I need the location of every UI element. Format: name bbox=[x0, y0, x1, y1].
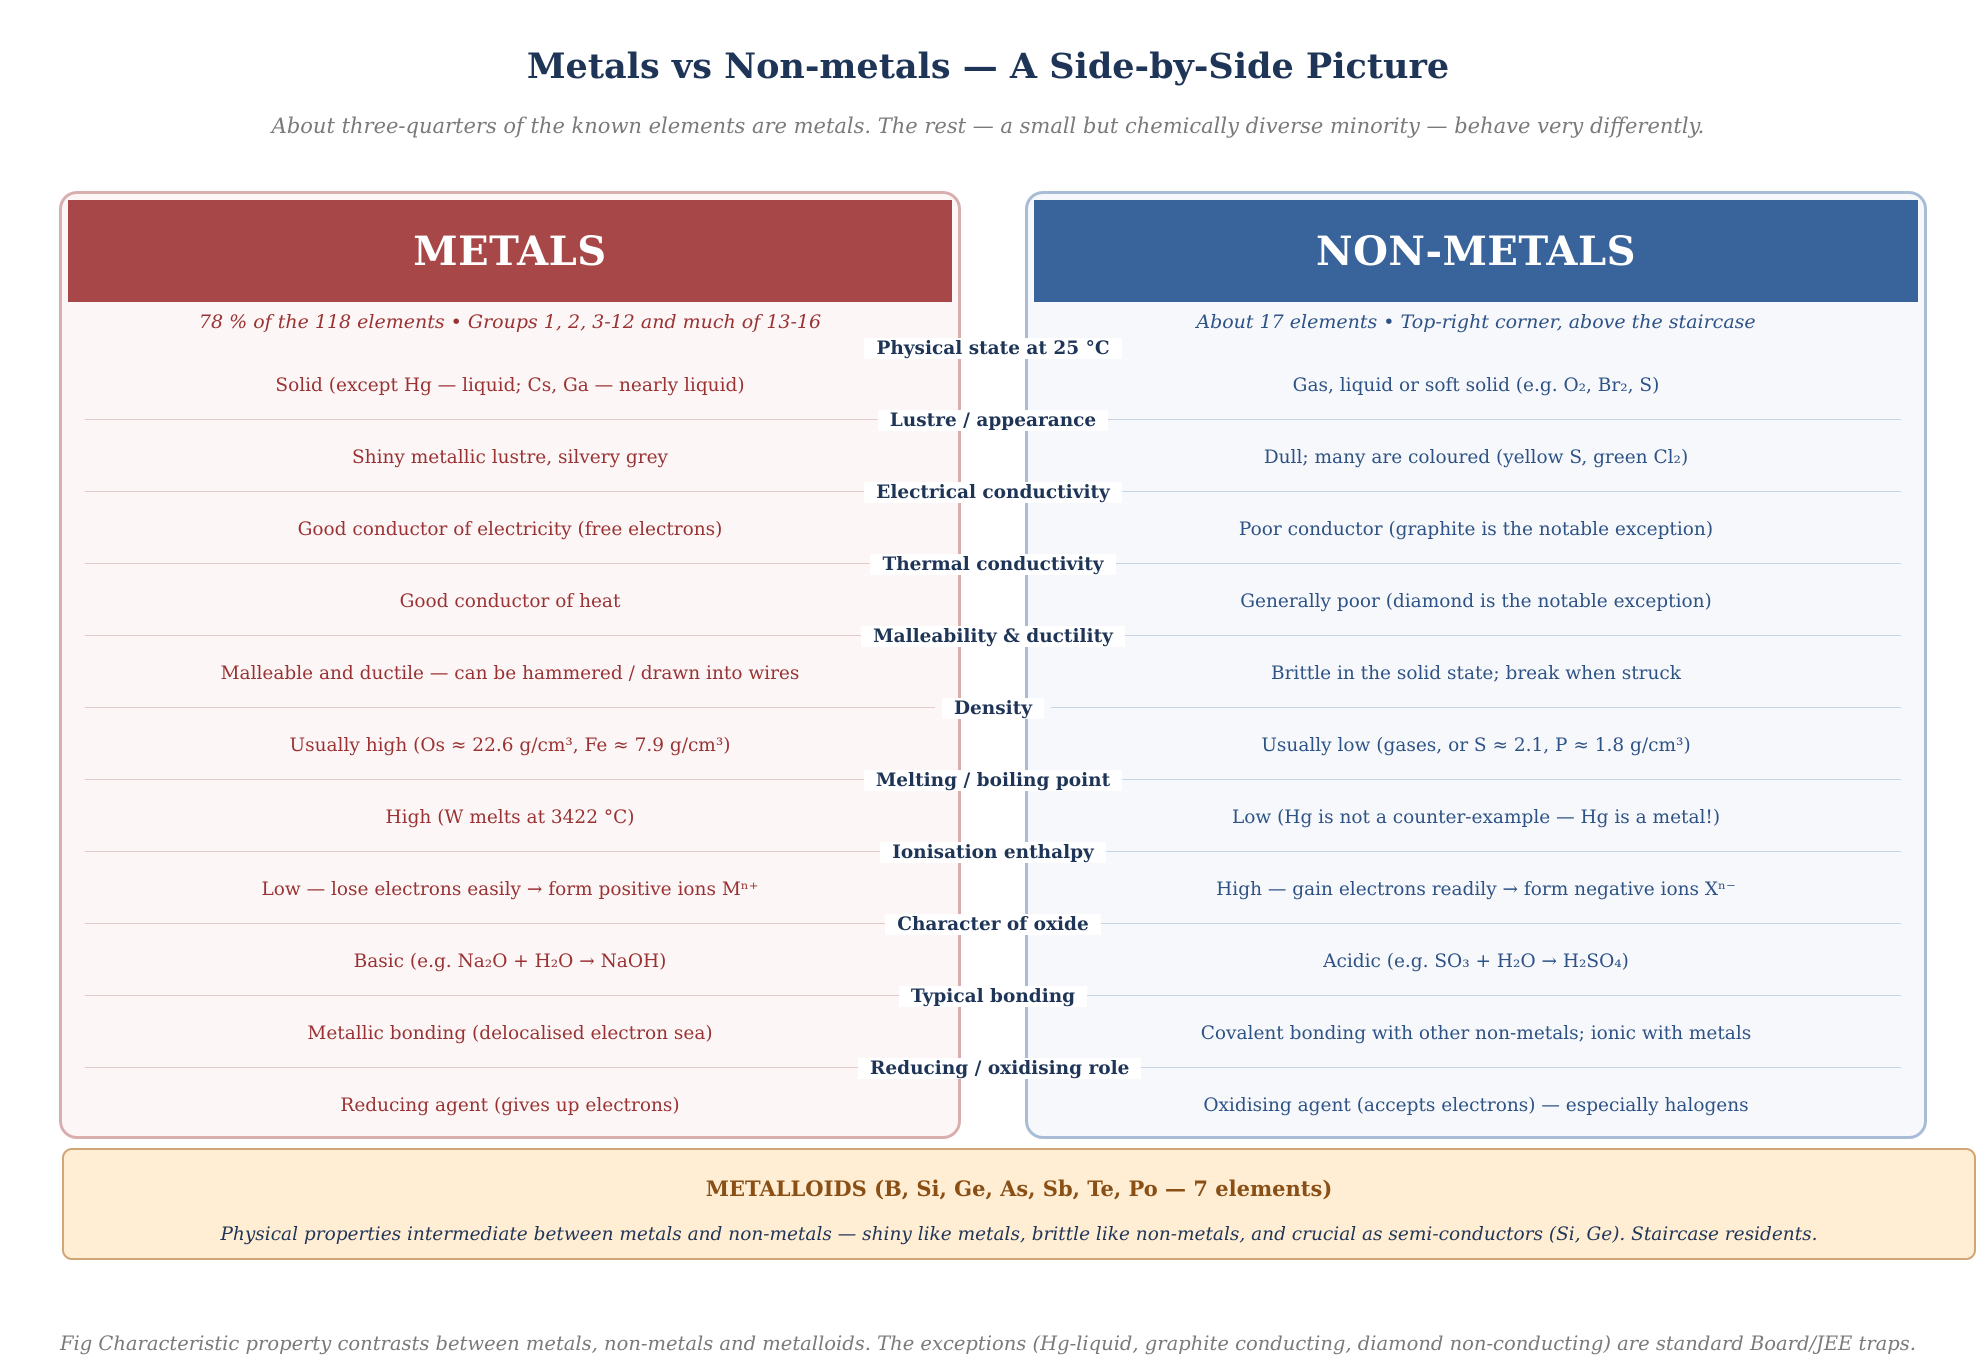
property-label bbox=[858, 338, 1128, 359]
property-label bbox=[858, 770, 1128, 791]
diagram-subtitle: About three-quarters of the known elements are metals. The rest — a small but chemically diverse minority — behave very differently. bbox=[271, 114, 1705, 138]
property-label bbox=[858, 698, 1128, 719]
property-label bbox=[858, 482, 1128, 503]
metalloids-title: METALLOIDS (B, Si, Ge, As, Sb, Te, Po — 7 elements) bbox=[705, 1176, 1333, 1201]
row-divider bbox=[1051, 419, 1901, 420]
metals-cell: Malleable and ductile — can be hammered / drawn into wires bbox=[220, 663, 800, 684]
diagram-title: Metals vs Non-metals — A Side-by-Side Picture bbox=[526, 46, 1450, 87]
row-divider bbox=[1051, 491, 1901, 492]
metals-cell: Shiny metallic lustre, silvery grey bbox=[352, 447, 668, 468]
row-divider bbox=[85, 707, 935, 708]
metals-cell: Metallic bonding (delocalised electron sea) bbox=[307, 1023, 713, 1044]
property-label bbox=[858, 842, 1128, 863]
nonmetals-cell: Oxidising agent (accepts electrons) — especially halogens bbox=[1203, 1095, 1749, 1116]
metals-cell: Usually high (Os ≈ 22.6 g/cm³, Fe ≈ 7.9 g/cm³) bbox=[289, 735, 731, 756]
metals-cell: Reducing agent (gives up electrons) bbox=[340, 1095, 680, 1116]
row-divider bbox=[1051, 923, 1901, 924]
metals-cell: Low — lose electrons easily → form positive ions Mⁿ⁺ bbox=[261, 879, 759, 900]
property-label bbox=[858, 410, 1128, 431]
nonmetals-cell: Acidic (e.g. SO₃ + H₂O → H₂SO₄) bbox=[1323, 951, 1629, 972]
property-label-text: Thermal conductivity bbox=[870, 554, 1115, 575]
row-divider bbox=[85, 779, 935, 780]
row-divider bbox=[1051, 851, 1901, 852]
row-divider bbox=[1051, 1067, 1901, 1068]
row-divider bbox=[85, 635, 935, 636]
row-divider bbox=[1051, 563, 1901, 564]
metalloids-box bbox=[62, 1148, 1976, 1260]
metals-tagline: 78 % of the 118 elements • Groups 1, 2, 3-12 and much of 13-16 bbox=[198, 311, 822, 333]
property-label bbox=[858, 554, 1128, 575]
nonmetals-cell: Generally poor (diamond is the notable exception) bbox=[1240, 591, 1712, 612]
nonmetals-cell: Covalent bonding with other non-metals; ionic with metals bbox=[1200, 1023, 1752, 1044]
property-label bbox=[858, 986, 1128, 1007]
nonmetals-cell: Low (Hg is not a counter-example — Hg is a metal!) bbox=[1231, 807, 1721, 828]
row-divider bbox=[85, 851, 935, 852]
property-label bbox=[858, 626, 1128, 647]
nonmetals-cell: Dull; many are coloured (yellow S, green Cl₂) bbox=[1263, 447, 1689, 468]
nonmetals-header: NON-METALS bbox=[1034, 200, 1918, 302]
row-divider bbox=[85, 923, 935, 924]
nonmetals-cell: High — gain electrons readily → form negative ions Xⁿ⁻ bbox=[1216, 879, 1736, 900]
row-divider bbox=[85, 1067, 935, 1068]
row-divider bbox=[1051, 707, 1901, 708]
metals-cell: Solid (except Hg — liquid; Cs, Ga — nearly liquid) bbox=[275, 375, 745, 396]
property-label bbox=[858, 914, 1128, 935]
row-divider bbox=[85, 491, 935, 492]
nonmetals-cell: Gas, liquid or soft solid (e.g. O₂, Br₂, S) bbox=[1292, 375, 1660, 396]
row-divider bbox=[1051, 779, 1901, 780]
metals-header: METALS bbox=[68, 200, 952, 302]
property-label-text: Lustre / appearance bbox=[878, 410, 1108, 431]
nonmetals-cell: Usually low (gases, or S ≈ 2.1, P ≈ 1.8 g/cm³) bbox=[1261, 735, 1691, 756]
property-label-text: Ionisation enthalpy bbox=[880, 842, 1106, 863]
metals-cell: Good conductor of electricity (free electrons) bbox=[297, 519, 723, 540]
metals-cell: Good conductor of heat bbox=[399, 591, 621, 612]
figure-caption: Fig Characteristic property contrasts between metals, non-metals and metalloids. The exceptions (Hg-liquid, graphite conducting, diamond non-conducting) are standard Board/JEE traps. bbox=[59, 1332, 1916, 1355]
row-divider bbox=[1051, 635, 1901, 636]
row-divider bbox=[85, 995, 935, 996]
property-label-text: Malleability & ductility bbox=[861, 626, 1125, 647]
property-label-text: Physical state at 25 °C bbox=[864, 338, 1121, 359]
row-divider bbox=[1051, 995, 1901, 996]
row-divider bbox=[85, 563, 935, 564]
nonmetals-tagline: About 17 elements • Top-right corner, above the staircase bbox=[1196, 311, 1756, 333]
property-label-text: Density bbox=[942, 698, 1044, 719]
property-label bbox=[858, 1058, 1128, 1079]
nonmetals-cell: Brittle in the solid state; break when struck bbox=[1270, 663, 1681, 684]
property-label-text: Reducing / oxidising role bbox=[858, 1058, 1141, 1079]
metals-cell: Basic (e.g. Na₂O + H₂O → NaOH) bbox=[353, 951, 667, 972]
property-label-text: Character of oxide bbox=[885, 914, 1101, 935]
row-divider bbox=[85, 419, 935, 420]
property-label-text: Melting / boiling point bbox=[864, 770, 1122, 791]
property-label-text: Typical bonding bbox=[899, 986, 1087, 1007]
metalloids-description: Physical properties intermediate between metals and non-metals — shiny like metals, brittle like non-metals, and crucial as semi-conductors (Si, Ge). Staircase residents. bbox=[220, 1224, 1818, 1245]
property-label-text: Electrical conductivity bbox=[864, 482, 1122, 503]
nonmetals-cell: Poor conductor (graphite is the notable exception) bbox=[1238, 519, 1714, 540]
metals-cell: High (W melts at 3422 °C) bbox=[385, 807, 635, 828]
